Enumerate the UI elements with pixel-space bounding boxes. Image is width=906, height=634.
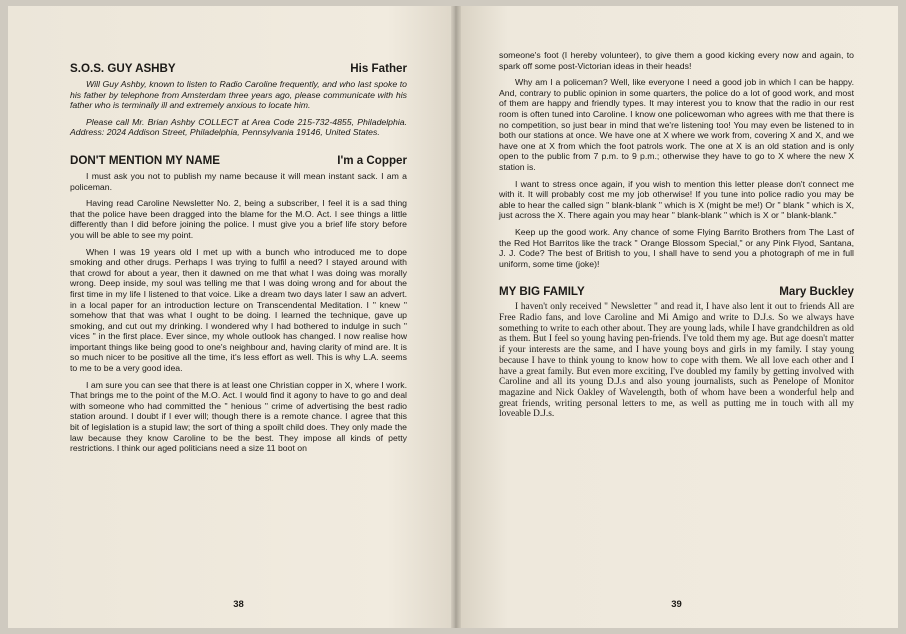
article-paragraph: someone's foot (I hereby volunteer), to give them a good kicking every now and again, to spark off some post-Victorian ideas in their heads!: [499, 50, 854, 71]
family-article: [499, 285, 854, 420]
article-paragraph: Keep up the good work. Any chance of some Flying Barrito Brothers from The Last of the Red Hot Barritos like the track " Orange Blossom Special," or any Pink Flyod, Santana, J. J. Code? The best of British to you, I shall have to send you a photograph of me in full uniform, some time (joke)!: [499, 226, 854, 269]
book-gutter: [451, 6, 461, 628]
right-page: [455, 6, 898, 628]
article-paragraph: I must ask you not to publish my name because it will mean instant sack. I am a policeman.: [70, 170, 407, 192]
article-byline: Mary Buckley: [779, 285, 854, 299]
left-page: [8, 6, 455, 628]
article-title: DON'T MENTION MY NAME: [70, 153, 221, 167]
sos-article: [70, 62, 407, 138]
article-paragraph: I want to stress once again, if you wish to mention this letter please don't connect me with it. It will probably cost me my job otherwise! If you tune into police radio you may be able to hear the called sign " blank-blank " which is X (might be me!) Or " blank " which is X, just across the X. There again you may hear " blank-blank " which is X or " blank-blank.": [499, 178, 854, 221]
article-title: MY BIG FAMILY: [499, 285, 585, 299]
page-number: 39: [671, 599, 682, 610]
article-paragraph: Will Guy Ashby, known to listen to Radio Caroline frequently, and who last spoke to his father by telephone from Amsterdam three years ago, please communicate with his father who is terminally ill and extremely anxious to locate him.: [70, 79, 407, 111]
article-byline: His Father: [350, 62, 407, 75]
article-paragraph: Please call Mr. Brian Ashby COLLECT at Area Code 215-732-4855, Philadelphia. Address: 2024 Addison Street, Philadelphia, Pennsylvania 19146, United States.: [70, 116, 407, 138]
article-paragraph: I am sure you can see that there is at least one Christian copper in X, where I work. That brings me to the point of the M.O. Act. I would find it agony to have to go and deal with someone who had committed the " henious " crime of advertising the best radio station around. I doubt if I ever will; though there is a remote chance. I agree that this bit of legislation is a stupid law; the sort of thing a spoilt child does. They only made the law because they know Caroline to be the best. They impose all kinds of petty restrictions. I think our aged politicians need a size 11 boot on: [70, 379, 407, 454]
copper-article-continued: [499, 50, 854, 269]
article-heading: [70, 62, 407, 75]
article-heading: [70, 154, 407, 167]
article-title: S.O.S. GUY ASHBY: [70, 62, 176, 75]
article-paragraph: Why am I a policeman? Well, like everyone I need a good job in which I can be happy. And, contrary to public opinion in some quarters, the police do a lot of good work, and most of them are happy and friendly types. It may interest you to know that the radio in our rest room is often tuned into Caroline. I know one policewoman who agrees with me that there is no competition, so just bear in mind that we're listening too! You may even be listened to in both our stations at once. We have one at X where we work from, covering X and X, and we have one at X from which the foot patrols work. The one at X is an old station and is only open to the public from 7 p.m. to 9 p.m.; otherwise they have to go to X where the new X station is.: [499, 77, 854, 172]
article-paragraph: Having read Caroline Newsletter No. 2, being a subscriber, I feel it is a sad thing that the police have been dragged into the blame for the M.O. Act. I see things a little differently than I did before joining the police. I must give you a brief life story before you will be able to see my point.: [70, 198, 407, 240]
article-paragraph: I haven't only received " Newsletter " and read it, I have also lent it out to friends All are Free Radio fans, and love Caroline and Mi Amigo and write to D.J.s. So we always have something to write to each other about. They are young lads, while I have grandchildren as old as them. But I feel so young having pen-friends. I've told them my age. But age doesn't matter if your interests are the same, and I have young boys and girls in my family. I stay young because I have to think young to know how to cope with them. We all love each other and I have a great family. But even more exciting, I've doubled my family by getting involved with Caroline and all its young D.J.s and also young journalists, such as Penelope of Monitor magazine and Nick Oakley of Wavelength, both of whom have been a wonderful help and great friends, writing personal letters to me, as well as putting me in touch with all my loveable D.J.s.: [499, 302, 854, 420]
article-byline: I'm a Copper: [337, 153, 407, 167]
page-number: 38: [233, 599, 244, 610]
article-heading: [499, 285, 854, 298]
article-paragraph: When I was 19 years old I met up with a bunch who introduced me to dope smoking and other drugs. Perhaps I was trying to fulfil a need? I stayed around with that crowd for about a year, then it dawned on me that what I was doing was morally wrong. Deep inside, my soul was telling me that I was doing wrong and for about the first time in my life I listened to that voice. Like a dream two days later I saw an advert. in a local paper for an introduction lecture on Transcendental Meditation. I " knew " somehow that that was what I ought to be doing. I learned the technique, gave up smoking, and cut out my drinking. I wondered why I had bothered to indulge in such " vices " in the first place. Ever since, my whole outlook has changed. I now realise how important things like being good to one's neighbour and, having clarity of mind are. It is so much nicer to be positive all the time, it's less effort as well. This is why L.A. seems to me to be a very good idea.: [70, 246, 407, 374]
copper-article: [70, 154, 407, 454]
